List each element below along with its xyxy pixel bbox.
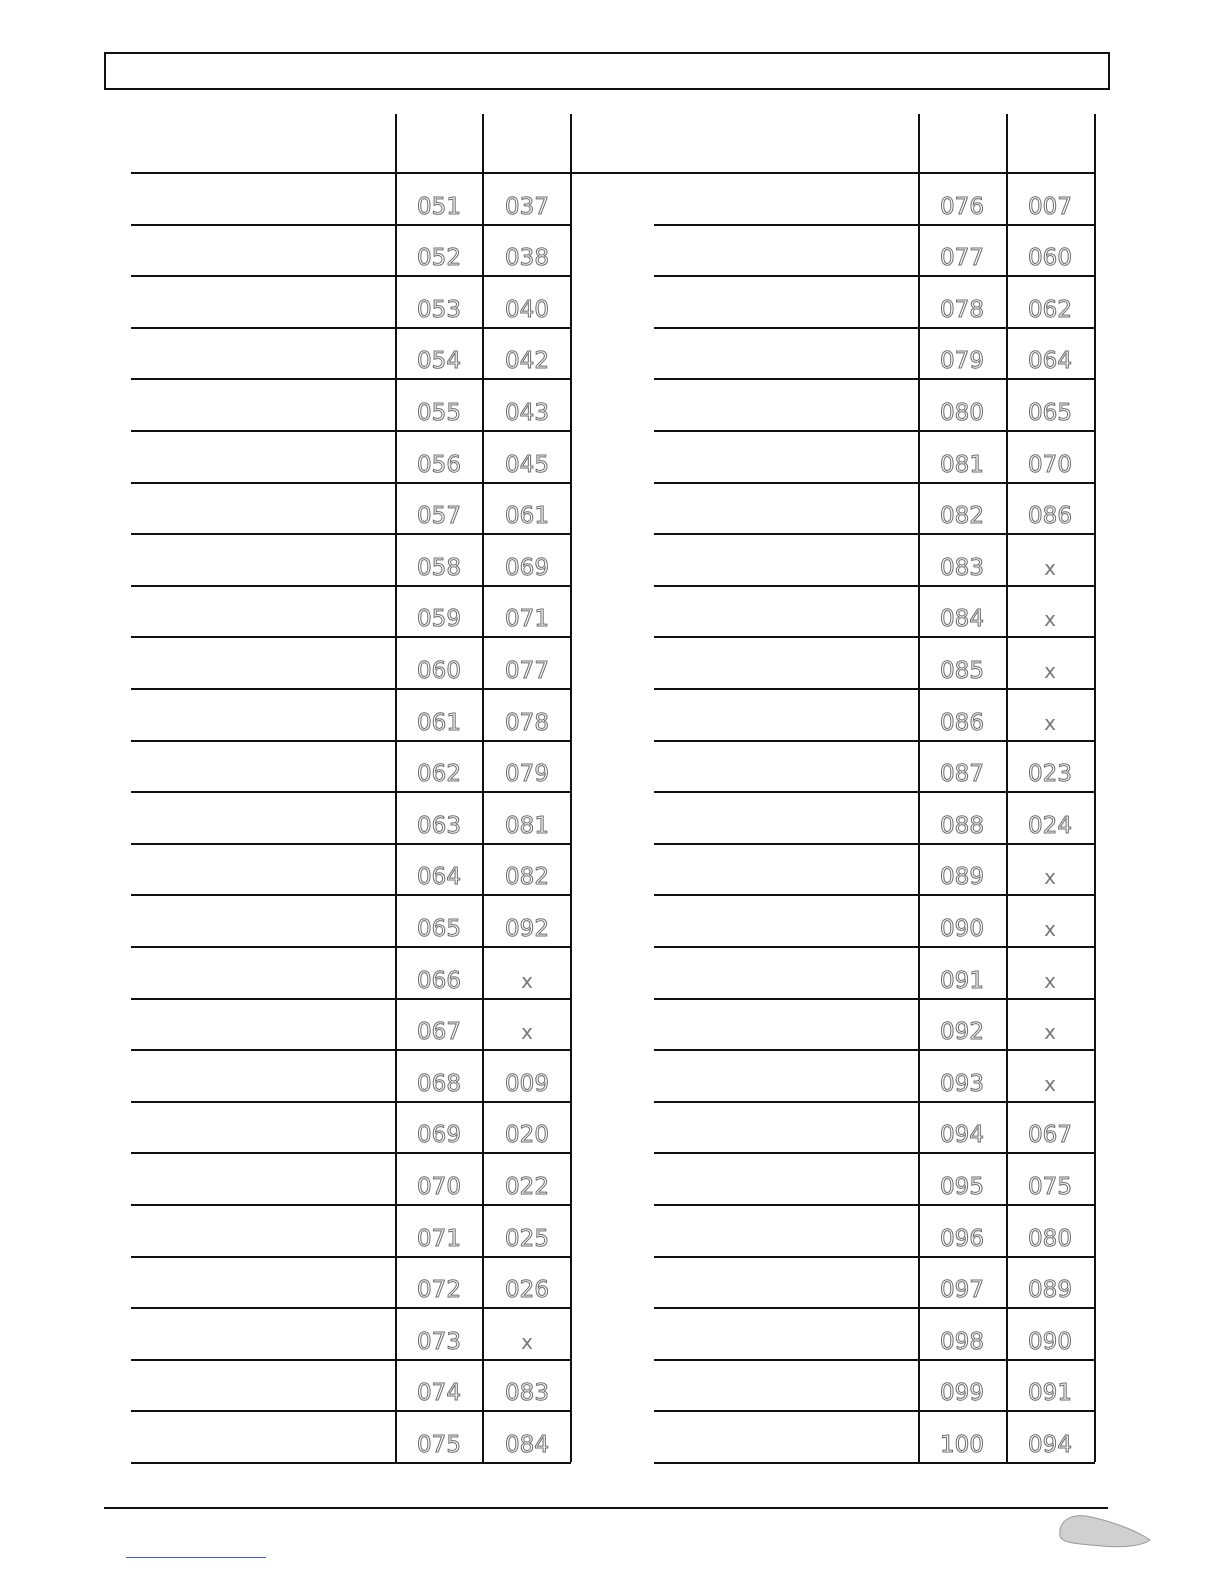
row-number-cell: 085 (940, 658, 984, 684)
code-cell: 094 (1028, 1432, 1072, 1458)
table-row-rule (131, 740, 571, 742)
row-number-cell: 057 (417, 503, 461, 529)
code-cell: x (1044, 607, 1056, 631)
row-number-cell: 070 (417, 1174, 461, 1200)
code-cell: 038 (505, 245, 549, 271)
footer-rule (104, 1507, 1108, 1509)
row-number-cell: 092 (940, 1019, 984, 1045)
code-cell: 062 (1028, 297, 1072, 323)
table-row-rule (654, 998, 1095, 1000)
code-cell: 090 (1028, 1329, 1072, 1355)
code-cell: 067 (1028, 1122, 1072, 1148)
code-cell: x (1044, 1020, 1056, 1044)
code-cell: 020 (505, 1122, 549, 1148)
row-number-cell: 081 (940, 452, 984, 478)
row-number-cell: 093 (940, 1071, 984, 1097)
code-cell: 079 (505, 761, 549, 787)
table-row-rule (131, 843, 571, 845)
code-cell: 064 (1028, 348, 1072, 374)
row-number-cell: 056 (417, 452, 461, 478)
table-row-rule (131, 1256, 571, 1258)
row-number-cell: 082 (940, 503, 984, 529)
table-row-rule (131, 894, 571, 896)
row-number-cell: 091 (940, 968, 984, 994)
table-row-rule (131, 1049, 571, 1051)
code-cell: x (521, 1330, 533, 1354)
table-row-rule (654, 946, 1095, 948)
table-row-rule (131, 688, 571, 690)
code-cell: 037 (505, 194, 549, 220)
row-number-cell: 062 (417, 761, 461, 787)
code-cell: 078 (505, 710, 549, 736)
table-header-rule (131, 172, 571, 174)
table-row-rule (654, 327, 1095, 329)
table-row-rule (654, 1307, 1095, 1309)
code-cell: 075 (1028, 1174, 1072, 1200)
row-number-cell: 051 (417, 194, 461, 220)
code-cell: x (1044, 1072, 1056, 1096)
code-cell: 042 (505, 348, 549, 374)
row-number-cell: 097 (940, 1277, 984, 1303)
table-row-rule (654, 740, 1095, 742)
row-number-cell: 059 (417, 606, 461, 632)
table-row-rule (131, 1204, 571, 1206)
table-row-rule (131, 1101, 571, 1103)
table-row-rule (131, 1307, 571, 1309)
table-column-divider (570, 114, 572, 1462)
row-number-cell: 054 (417, 348, 461, 374)
code-cell: 043 (505, 400, 549, 426)
row-number-cell: 074 (417, 1380, 461, 1406)
table-row-rule (654, 430, 1095, 432)
row-number-cell: 067 (417, 1019, 461, 1045)
row-number-cell: 078 (940, 297, 984, 323)
table-row-rule (654, 1410, 1095, 1412)
table-row-rule (131, 327, 571, 329)
code-cell: 060 (1028, 245, 1072, 271)
code-cell: 023 (1028, 761, 1072, 787)
table-row-rule (131, 430, 571, 432)
row-number-cell: 083 (940, 555, 984, 581)
code-cell: x (1044, 917, 1056, 941)
table-row-rule (654, 894, 1095, 896)
table-row-rule (654, 1049, 1095, 1051)
row-number-cell: 064 (417, 864, 461, 890)
table-row-rule (131, 585, 571, 587)
row-number-cell: 069 (417, 1122, 461, 1148)
code-cell: x (1044, 711, 1056, 735)
row-number-cell: 095 (940, 1174, 984, 1200)
table-row-rule (654, 1204, 1095, 1206)
table-row-rule (654, 1256, 1095, 1258)
row-number-cell: 073 (417, 1329, 461, 1355)
code-cell: x (1044, 659, 1056, 683)
code-cell: 086 (1028, 503, 1072, 529)
row-number-cell: 098 (940, 1329, 984, 1355)
code-cell: x (1044, 556, 1056, 580)
row-number-cell: 090 (940, 916, 984, 942)
table-row-rule (131, 1359, 571, 1361)
table-column-divider (1094, 114, 1096, 1462)
table-row-rule (654, 585, 1095, 587)
row-number-cell: 084 (940, 606, 984, 632)
row-number-cell: 072 (417, 1277, 461, 1303)
table-row-rule (654, 482, 1095, 484)
row-number-cell: 099 (940, 1380, 984, 1406)
table-header-rule (571, 172, 1095, 174)
table-row-rule (654, 224, 1095, 226)
row-number-cell: 079 (940, 348, 984, 374)
table-row-rule (654, 275, 1095, 277)
code-cell: 080 (1028, 1226, 1072, 1252)
code-cell: 089 (1028, 1277, 1072, 1303)
code-cell: 065 (1028, 400, 1072, 426)
table-row-rule (131, 1410, 571, 1412)
table-row-rule (131, 1462, 571, 1464)
code-cell: 069 (505, 555, 549, 581)
code-cell: x (521, 969, 533, 993)
code-cell: 084 (505, 1432, 549, 1458)
table-row-rule (654, 1462, 1095, 1464)
table-row-rule (131, 224, 571, 226)
row-number-cell: 088 (940, 813, 984, 839)
code-cell: 092 (505, 916, 549, 942)
table-row-rule (654, 1152, 1095, 1154)
row-number-cell: 086 (940, 710, 984, 736)
code-cell: 071 (505, 606, 549, 632)
table-row-rule (654, 533, 1095, 535)
code-cell: x (521, 1020, 533, 1044)
row-number-cell: 096 (940, 1226, 984, 1252)
footer-link-underline[interactable] (126, 1557, 266, 1558)
table-row-rule (131, 275, 571, 277)
row-number-cell: 065 (417, 916, 461, 942)
row-number-cell: 061 (417, 710, 461, 736)
table-row-rule (131, 946, 571, 948)
row-number-cell: 055 (417, 400, 461, 426)
code-cell: 025 (505, 1226, 549, 1252)
page-corner-tab-icon (1052, 1510, 1152, 1552)
table-row-rule (654, 378, 1095, 380)
code-cell: 061 (505, 503, 549, 529)
row-number-cell: 060 (417, 658, 461, 684)
code-cell: 070 (1028, 452, 1072, 478)
table-row-rule (654, 1359, 1095, 1361)
code-cell: 007 (1028, 194, 1072, 220)
table-row-rule (131, 791, 571, 793)
table-row-rule (131, 378, 571, 380)
code-cell: 045 (505, 452, 549, 478)
row-number-cell: 094 (940, 1122, 984, 1148)
code-cell: 077 (505, 658, 549, 684)
table-row-rule (131, 1152, 571, 1154)
table-row-rule (654, 1101, 1095, 1103)
row-number-cell: 052 (417, 245, 461, 271)
code-cell: x (1044, 865, 1056, 889)
table-row-rule (131, 636, 571, 638)
row-number-cell: 100 (940, 1432, 984, 1458)
code-cell: 081 (505, 813, 549, 839)
table-row-rule (131, 533, 571, 535)
row-number-cell: 076 (940, 194, 984, 220)
code-cell: 026 (505, 1277, 549, 1303)
row-number-cell: 058 (417, 555, 461, 581)
row-number-cell: 077 (940, 245, 984, 271)
row-number-cell: 087 (940, 761, 984, 787)
table-row-rule (654, 791, 1095, 793)
code-cell: 040 (505, 297, 549, 323)
code-cell: 082 (505, 864, 549, 890)
table-row-rule (131, 998, 571, 1000)
row-number-cell: 071 (417, 1226, 461, 1252)
code-cell: 022 (505, 1174, 549, 1200)
row-number-cell: 063 (417, 813, 461, 839)
row-number-cell: 089 (940, 864, 984, 890)
row-number-cell: 080 (940, 400, 984, 426)
table-row-rule (654, 636, 1095, 638)
table-row-rule (131, 482, 571, 484)
code-cell: x (1044, 969, 1056, 993)
row-number-cell: 075 (417, 1432, 461, 1458)
page-title-box (104, 52, 1110, 90)
row-number-cell: 053 (417, 297, 461, 323)
table-row-rule (654, 688, 1095, 690)
code-cell: 083 (505, 1380, 549, 1406)
row-number-cell: 068 (417, 1071, 461, 1097)
code-cell: 091 (1028, 1380, 1072, 1406)
table-row-rule (654, 843, 1095, 845)
code-cell: 009 (505, 1071, 549, 1097)
row-number-cell: 066 (417, 968, 461, 994)
code-cell: 024 (1028, 813, 1072, 839)
